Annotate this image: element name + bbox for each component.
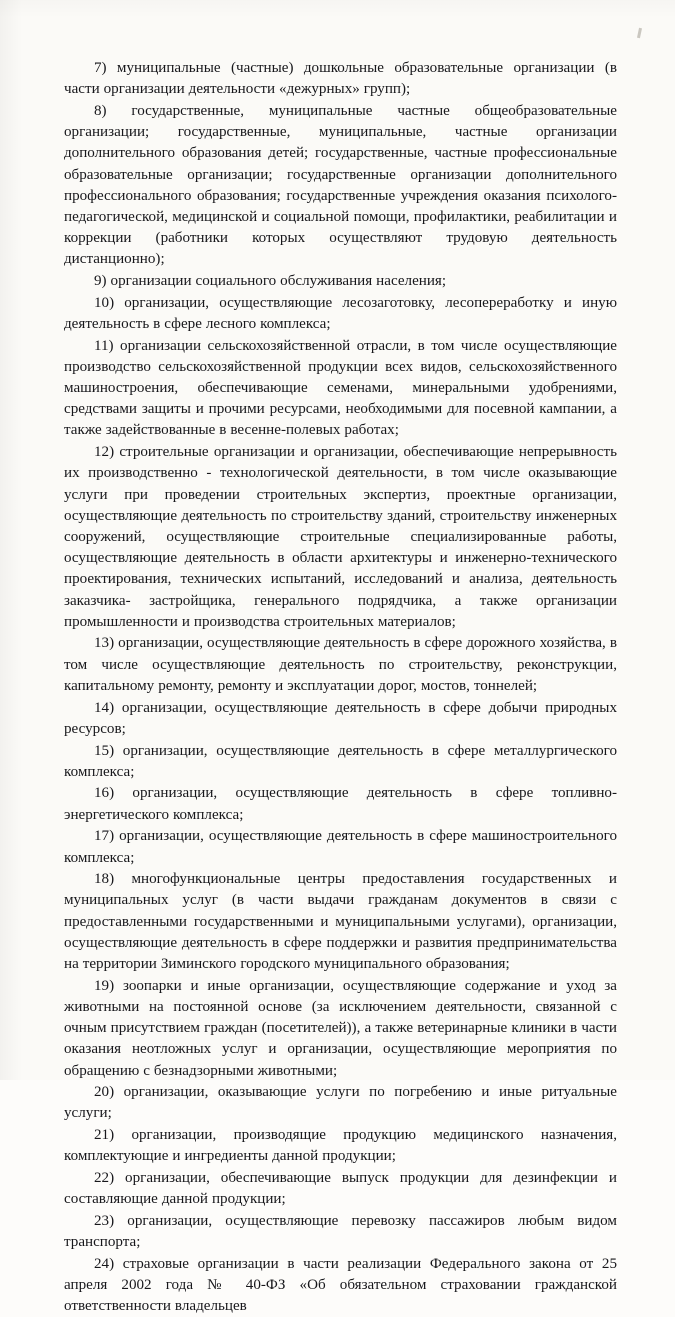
paragraph-item-18: 18) многофункциональные центры предоставления государственных и муниципальных услуг (в части выдачи гражданам документов в связи с предоставленными государственными и муниципальными услугами), организации, осуществляющие деятельность в сфере поддержки и развития предпринимательства на территории Зиминского городского муниципального образования; <box>64 871 617 973</box>
paragraph-item-9: 9) организации социального обслуживания населения; <box>94 273 447 290</box>
paragraph-item-17: 17) организации, осуществляющие деятельность в сфере машиностроительного комплекса; <box>64 828 617 866</box>
paragraph-item-14: 14) организации, осуществляющие деятельность в сфере добычи природных ресурсов; <box>64 699 617 737</box>
paragraph-item-7: 7) муниципальные (частные) дошкольные образовательные организации (в части организации деятельности «дежурных» групп); <box>64 60 617 98</box>
paragraph-item-19: 19) зоопарки и иные организации, осуществляющие содержание и уход за животными на постоянной основе (за исключением деятельности, связанной с очным присутствием граждан (посетителей)), а также ветеринарные клиники в части оказания неотложных услуг и организации, осуществляющие мероприятия по обращению с безнадзорными животными; <box>64 977 617 1079</box>
scan-artifact-mark <box>637 28 642 38</box>
paragraph-item-8: 8) государственные, муниципальные частные общеобразовательные организации; государственные, муниципальные, частные организации дополнительного образования детей; государственные, частные профессиональные образовательные организации; государственные организации дополнительного профессионального образования; государственные учреждения оказания психолого-педагогической, медицинской и социальной помощи, профилактики, реабилитации и коррекции (работники которых осуществляют трудовую деятельность дистанционно); <box>64 102 617 268</box>
paragraph-item-13: 13) организации, осуществляющие деятельность в сфере дорожного хозяйства, в том числе осуществляющие деятельность по строительству, реконструкции, капитальному ремонту, ремонту и эксплуатации дорог, мостов, тоннелей; <box>64 635 617 694</box>
paragraph-item-21: 21) организации, производящие продукцию медицинского назначения, комплектующие и ингредиенты данной продукции; <box>64 1127 617 1165</box>
paragraph-item-23: 23) организации, осуществляющие перевозку пассажиров любым видом транспорта; <box>64 1212 617 1251</box>
paragraph-item-16: 16) организации, осуществляющие деятельность в сфере топливно-энергетического комплекса; <box>64 785 617 823</box>
paragraph-item-10: 10) организации, осуществляющие лесозаготовку, лесопереработку и иную деятельность в сфере лесного комплекса; <box>64 294 617 332</box>
document-text-body <box>64 58 617 1317</box>
paragraph-item-15: 15) организации, осуществляющие деятельность в сфере металлургического комплекса; <box>64 742 617 780</box>
paragraph-item-24: 24) страховые организации в части реализации Федерального закона от 25 апреля 2002 года № 40-ФЗ «Об обязательном страховании гражданской ответственности владельцев <box>64 1255 617 1315</box>
paragraph-item-20: 20) организации, оказывающие услуги по погребению и иные ритуальные услуги; <box>64 1084 617 1122</box>
paragraph-item-12: 12) строительные организации и организации, обеспечивающие непрерывность их производственно - технологической деятельности, в том числе оказывающие услуги при проведении строительных экспертиз, проектные организации, осуществляющие деятельность по строительству зданий, строительству инженерных сооружений, осуществляющие строительные специализированные работы, осуществляющие деятельность в области архитектуры и инженерно-технического проектирования, технических испытаний, исследований и анализа, деятельность заказчика- застройщика, генерального подрядчика, а также организации промышленности и производства строительных материалов; <box>64 444 617 630</box>
paragraph-item-11: 11) организации сельскохозяйственной отрасли, в том числе осуществляющие производство сельскохозяйственной продукции всех видов, сельскохозяйственного машиностроения, обеспечивающие семенами, минеральными удобрениями, средствами защиты и прочими ресурсами, необходимыми для посевной кампании, а также задействованные в весенне-полевых работах; <box>64 337 617 439</box>
paragraph-item-22: 22) организации, обеспечивающие выпуск продукции для дезинфекции и составляющие данной продукции; <box>64 1170 617 1208</box>
